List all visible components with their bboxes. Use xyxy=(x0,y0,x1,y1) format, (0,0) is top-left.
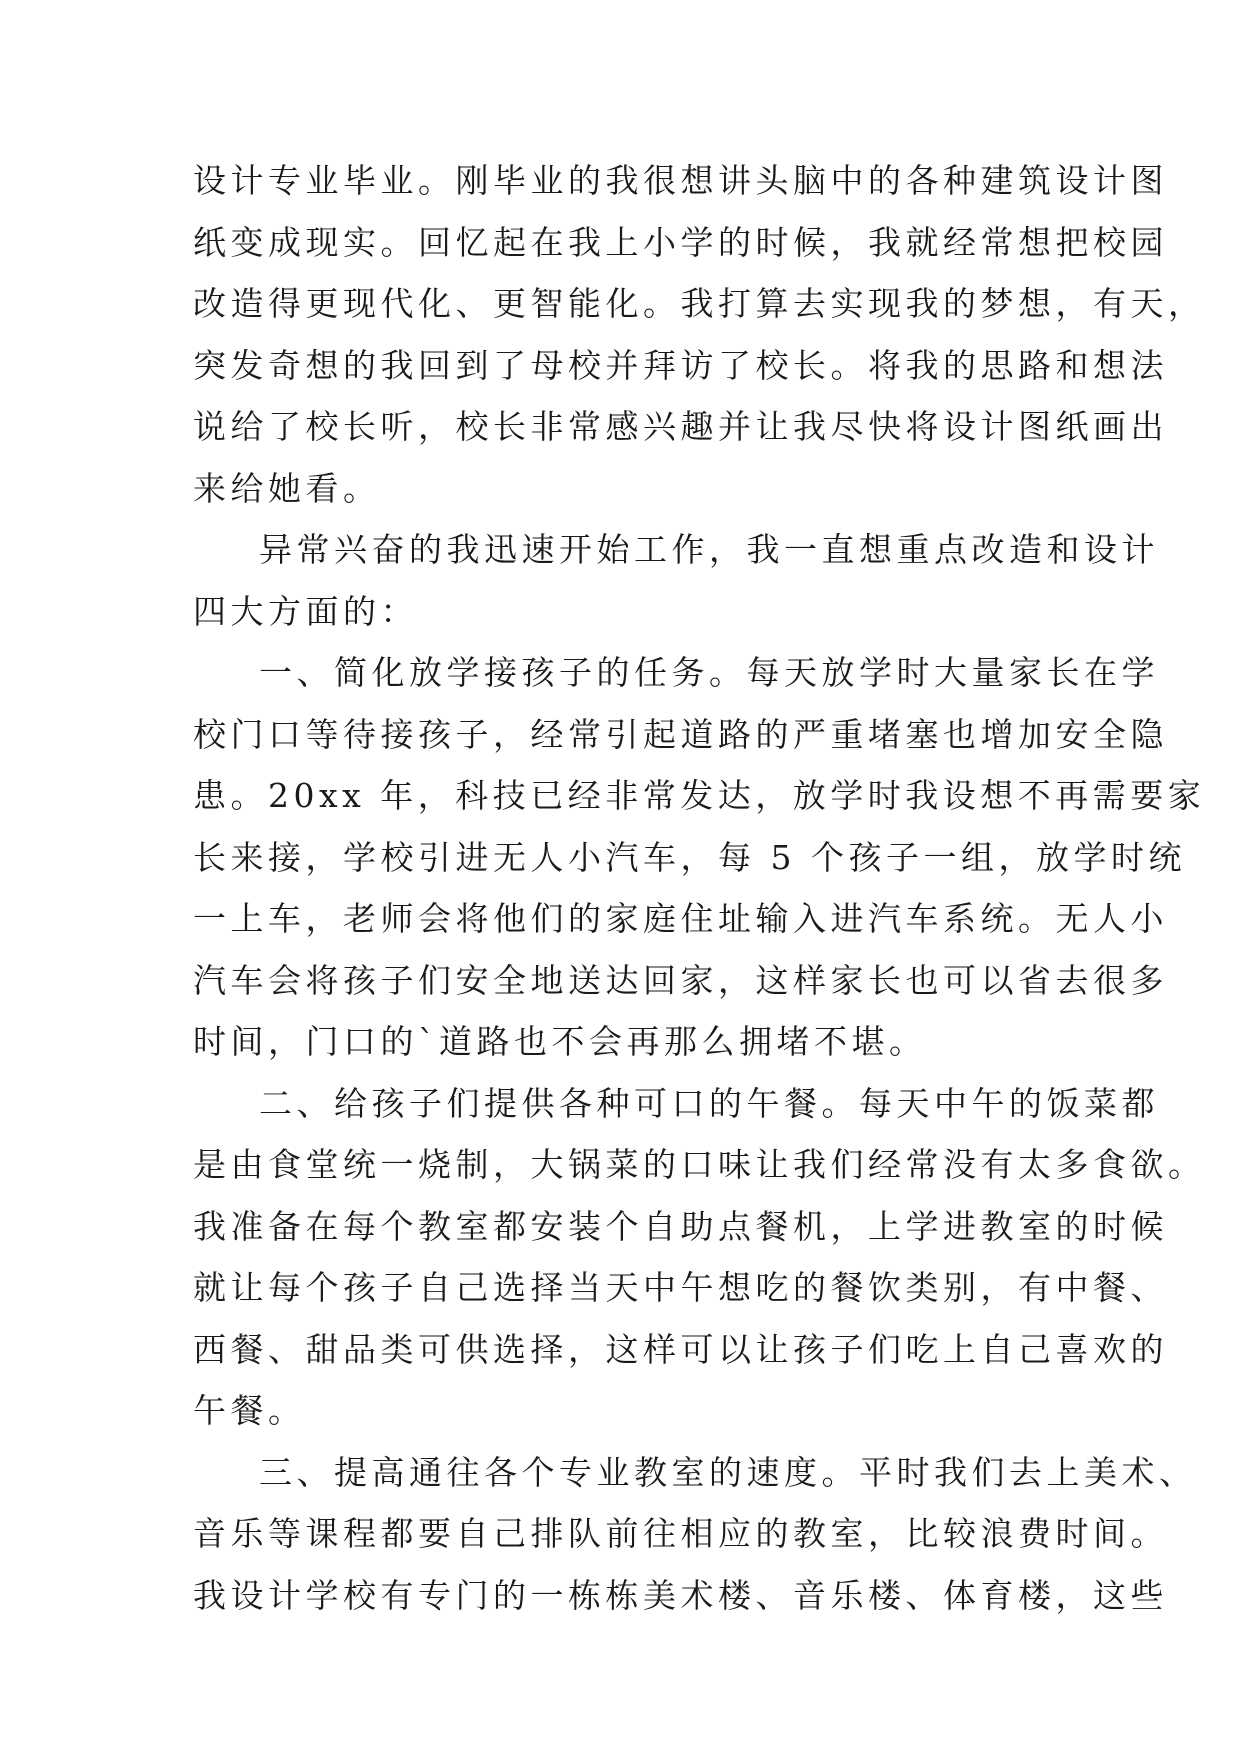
text-line: 是由食堂统一烧制，大锅菜的口味让我们经常没有太多食欲。 xyxy=(193,1145,1206,1184)
text-line: 来给她看。 xyxy=(193,468,381,508)
text-line: 突发奇想的我回到了母校并拜访了校长。将我的思路和想法 xyxy=(193,345,1168,385)
text-line: 我准备在每个教室都安装个自助点餐机，上学进教室的时候 xyxy=(193,1206,1168,1246)
text-line: 说给了校长听，校长非常感兴趣并让我尽快将设计图纸画出 xyxy=(193,407,1168,446)
text-line: 四大方面的： xyxy=(193,591,418,631)
document-body xyxy=(193,150,1206,1626)
text-line: 时间，门口的`道路也不会再那么拥堵不堪。 xyxy=(193,1022,927,1061)
text-line: 患。20xx 年，科技已经非常发达，放学时我设想不再需要家 xyxy=(193,776,1206,815)
text-line: 汽车会将孩子们安全地送达回家，这样家长也可以省去很多 xyxy=(193,960,1168,1000)
paragraph-start-line: 异常兴奋的我迅速开始工作，我一直想重点改造和设计 xyxy=(259,530,1159,569)
text-line: 校门口等待接孩子，经常引起道路的严重堵塞也增加安全隐 xyxy=(193,714,1168,754)
text-line: 长来接，学校引进无人小汽车，每 5 个孩子一组，放学时统 xyxy=(193,837,1186,877)
text-line: 一上车，老师会将他们的家庭住址输入进汽车系统。无人小 xyxy=(193,899,1168,938)
text-line: 改造得更现代化、更智能化。我打算去实现我的梦想，有天， xyxy=(193,284,1206,323)
text-line: 就让每个孩子自己选择当天中午想吃的餐饮类别，有中餐、 xyxy=(193,1268,1168,1307)
paragraph-start-line: 一、简化放学接孩子的任务。每天放学时大量家长在学 xyxy=(259,653,1159,692)
paragraph-start-line: 二、给孩子们提供各种可口的午餐。每天中午的饭菜都 xyxy=(259,1083,1159,1123)
text-line: 午餐。 xyxy=(193,1391,306,1430)
text-line: 音乐等课程都要自己排队前往相应的教室，比较浪费时间。 xyxy=(193,1514,1168,1553)
text-line: 设计专业毕业。刚毕业的我很想讲头脑中的各种建筑设计图 xyxy=(193,161,1168,200)
text-line: 我设计学校有专门的一栋栋美术楼、音乐楼、体育楼，这些 xyxy=(193,1575,1168,1615)
text-line: 纸变成现实。回忆起在我上小学的时候，我就经常想把校园 xyxy=(193,222,1168,262)
text-line: 西餐、甜品类可供选择，这样可以让孩子们吃上自己喜欢的 xyxy=(193,1329,1168,1369)
paragraph-start-line: 三、提高通往各个专业教室的速度。平时我们去上美术、 xyxy=(259,1452,1197,1492)
